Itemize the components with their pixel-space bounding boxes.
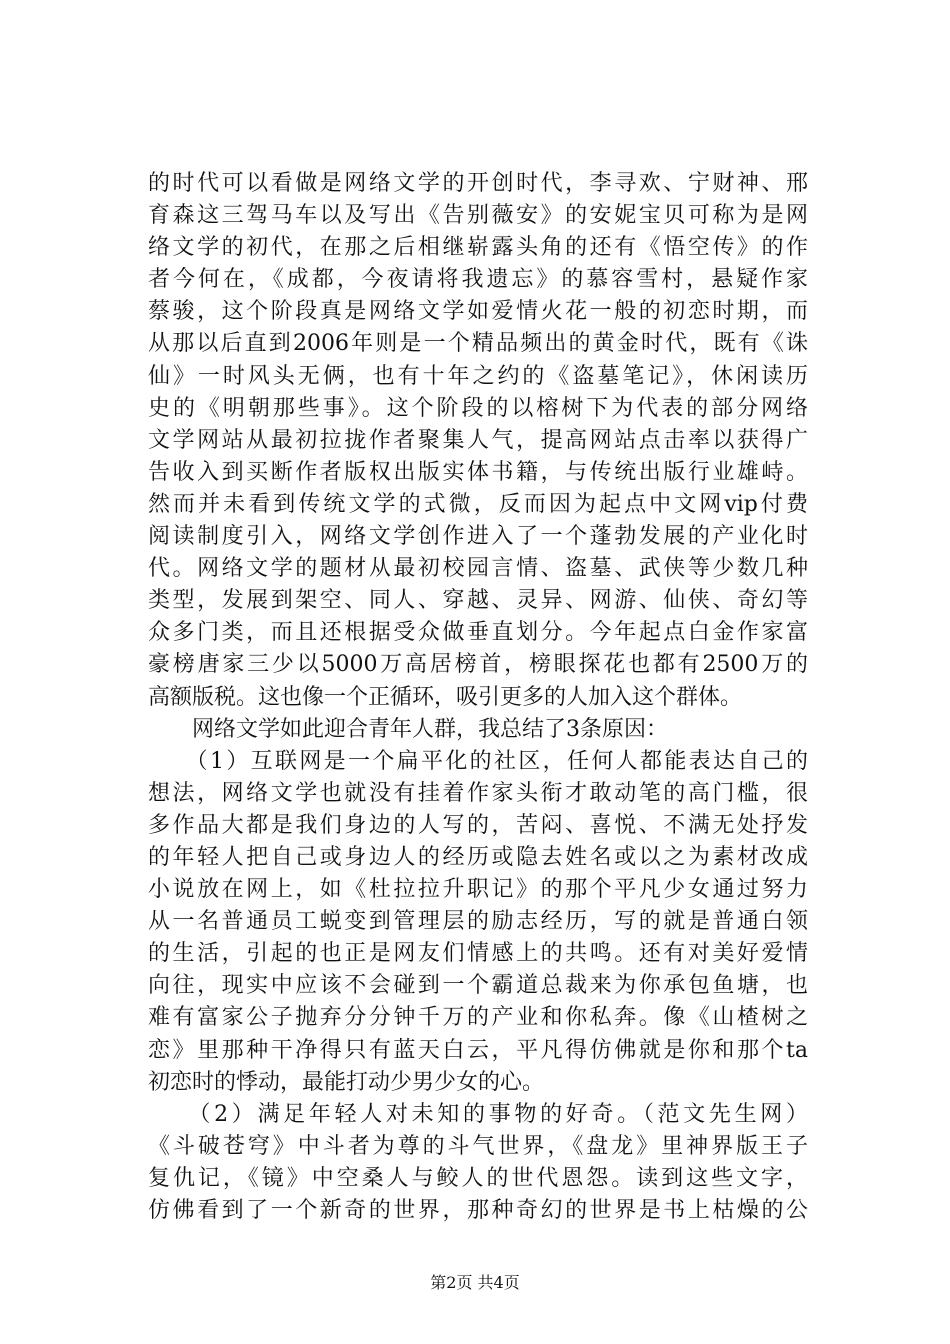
- text-line: 豪榜唐家三少以5000万高居榜首，榜眼探花也都有2500万的: [148, 652, 808, 678]
- text-line: 育森这三驾马车以及写出《告别薇安》的安妮宝贝可称为是网: [148, 203, 808, 229]
- text-line: 小说放在网上，如《杜拉拉升职记》的那个平凡少女通过努力: [148, 877, 808, 903]
- text-line: 恋》里那种干净得只有蓝天白云，平凡得仿佛就是你和那个ta: [148, 1037, 808, 1063]
- text-line: 仙》一时风头无俩，也有十年之约的《盗墓笔记》，休闲读历: [148, 363, 808, 389]
- text-line: 然而并未看到传统文学的式微，反而因为起点中文网vip付费: [148, 491, 808, 517]
- text-line: 仿佛看到了一个新奇的世界，那种奇幻的世界是书上枯燥的公: [148, 1198, 808, 1223]
- text-line: 多作品大都是我们身边的人写的，苦闷、喜悦、不满无处抒发: [148, 812, 808, 838]
- text-line: 蔡骏，这个阶段真是网络文学如爱情火花一般的初恋时期，而: [148, 299, 808, 325]
- text-line: 的时代可以看做是网络文学的开创时代，李寻欢、宁财神、邢: [148, 171, 808, 196]
- text-line: 众多门类，而且还根据受众做垂直划分。今年起点白金作家富: [148, 620, 808, 646]
- text-line: 《斗破苍穹》中斗者为尊的斗气世界，《盘龙》里神界版王子: [148, 1133, 808, 1159]
- text-line: 的年轻人把自己或身边人的经历或隐去姓名或以之为素材改成: [148, 844, 808, 870]
- text-line: 者今何在，《成都，今夜请将我遗忘》的慕容雪村，悬疑作家: [148, 267, 808, 293]
- text-line: 初恋时的悸动，最能打动少男少女的心。: [148, 1069, 545, 1095]
- paragraph-line: （1）互联网是一个扁平化的社区，任何人都能表达自己的: [148, 748, 808, 774]
- body-text: [148, 168, 808, 1227]
- text-line: 从一名普通员工蜕变到管理层的励志经历，写的就是普通白领: [148, 909, 808, 935]
- text-line: 从那以后直到2006年则是一个精品频出的黄金时代，既有《诛: [148, 331, 808, 357]
- text-line: 阅读制度引入，网络文学创作进入了一个蓬勃发展的产业化时: [148, 524, 808, 550]
- paragraph-line: 网络文学如此迎合青年人群，我总结了3条原因：: [148, 716, 668, 742]
- text-line: 告收入到买断作者版权出版实体书籍，与传统出版行业雄峙。: [148, 459, 808, 485]
- text-line: 复仇记，《镜》中空桑人与鲛人的世代恩怨。读到这些文字，: [148, 1165, 808, 1191]
- text-line: 高额版税。这也像一个正循环，吸引更多的人加入这个群体。: [148, 684, 743, 710]
- text-line: 络文学的初代，在那之后相继崭露头角的还有《悟空传》的作: [148, 235, 808, 261]
- text-line: 想法，网络文学也就没有挂着作家头衔才敢动笔的高门槛，很: [148, 780, 808, 806]
- text-line: 类型，发展到架空、同人、穿越、灵异、网游、仙侠、奇幻等: [148, 588, 808, 614]
- paragraph-line: （2）满足年轻人对未知的事物的好奇。（范文先生网）: [148, 1101, 808, 1127]
- text-line: 难有富家公子抛弃分分钟千万的产业和你私奔。像《山楂树之: [148, 1005, 808, 1031]
- text-line: 史的《明朝那些事》。这个阶段的以榕树下为代表的部分网络: [148, 395, 808, 421]
- text-line: 文学网站从最初拉拢作者聚集人气，提高网站点击率以获得广: [148, 427, 808, 453]
- text-line: 的生活，引起的也正是网友们情感上的共鸣。还有对美好爱情: [148, 941, 808, 967]
- page-number-footer: 第2页 共4页: [430, 1273, 520, 1292]
- text-line: 代。网络文学的题材从最初校园言情、盗墓、武侠等少数几种: [148, 556, 808, 582]
- text-line: 向往，现实中应该不会碰到一个霸道总裁来为你承包鱼塘，也: [148, 973, 808, 999]
